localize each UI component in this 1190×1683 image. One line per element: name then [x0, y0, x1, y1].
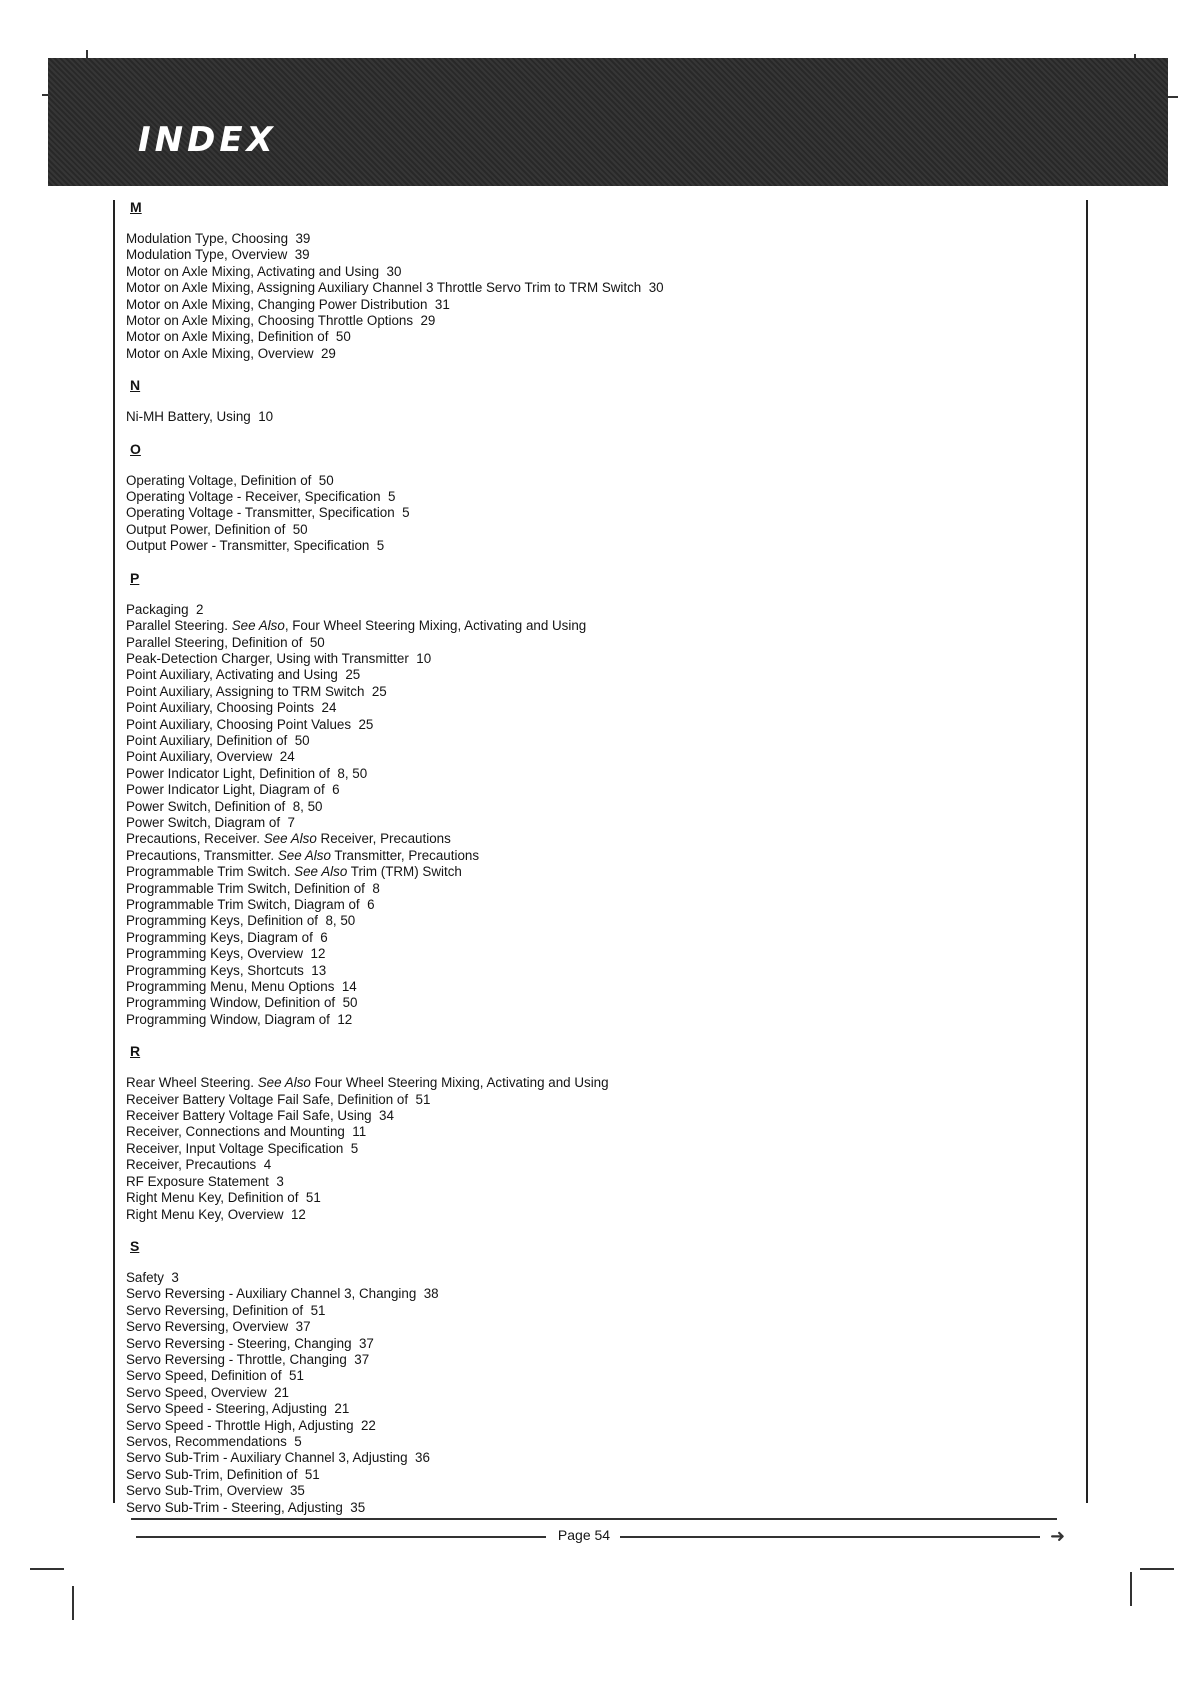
entry-text: Servo Speed - Throttle High, Adjusting 22	[126, 1417, 376, 1433]
index-entry	[126, 231, 1066, 247]
crop-mark	[30, 1568, 64, 1570]
index-section	[126, 1237, 1066, 1516]
index-entry	[126, 602, 1066, 618]
entry-text: Right Menu Key, Overview 12	[126, 1206, 306, 1222]
index-entry	[126, 1141, 1066, 1157]
index-entry	[126, 264, 1066, 280]
page-number: Page 54	[557, 1527, 611, 1543]
index-entry	[126, 766, 1066, 782]
entry-text: Programming Keys, Overview 12	[126, 946, 326, 962]
entry-text: Packaging 2	[126, 601, 204, 617]
entry-text: Output Power - Transmitter, Specification 5	[126, 538, 385, 554]
entry-text: Servo Sub-Trim - Auxiliary Channel 3, Adjusting 36	[126, 1450, 430, 1466]
index-entry	[126, 1286, 1066, 1302]
crop-mark	[1130, 1572, 1132, 1606]
index-section	[126, 569, 1066, 1029]
entry-list	[126, 1075, 1066, 1223]
index-entry	[126, 1075, 1066, 1091]
index-section	[126, 198, 1066, 362]
entry-text: Programming Keys, Diagram of 6	[126, 929, 328, 945]
entry-text: Servo Reversing - Steering, Changing 37	[126, 1335, 374, 1351]
index-entry	[126, 297, 1066, 313]
index-entry	[126, 995, 1066, 1011]
index-entry	[126, 313, 1066, 329]
entry-text: Operating Voltage, Definition of 50	[126, 472, 334, 488]
index-entry	[126, 329, 1066, 345]
entry-text: Safety 3	[126, 1269, 179, 1285]
index-entry	[126, 667, 1066, 683]
index-entry	[126, 1385, 1066, 1401]
index-entry	[126, 489, 1066, 505]
index-entry	[126, 1368, 1066, 1384]
entry-text: Servo Reversing - Throttle, Changing 37	[126, 1351, 370, 1367]
entry-text: Power Indicator Light, Diagram of 6	[126, 782, 340, 798]
entry-text: Servo Sub-Trim - Steering, Adjusting 35	[126, 1499, 366, 1515]
index-entry	[126, 913, 1066, 929]
index-entry	[126, 1450, 1066, 1466]
index-entry	[126, 1483, 1066, 1499]
index-entry	[126, 409, 1066, 425]
arrow-right-icon: ➜	[1050, 1526, 1066, 1546]
entry-list	[126, 1270, 1066, 1516]
index-entry	[126, 733, 1066, 749]
index-entry	[126, 473, 1066, 489]
entry-text: Point Auxiliary, Choosing Points 24	[126, 700, 337, 716]
right-margin-rule	[1086, 200, 1088, 1503]
index-entry	[126, 346, 1066, 362]
index-entry	[126, 848, 1066, 864]
index-entry	[126, 1108, 1066, 1124]
index-entry	[126, 538, 1066, 554]
index-entry	[126, 1207, 1066, 1223]
entry-text: Servo Speed - Steering, Adjusting 21	[126, 1401, 350, 1417]
index-entry	[126, 1303, 1066, 1319]
entry-text: Point Auxiliary, Activating and Using 25	[126, 667, 361, 683]
index-entry	[126, 963, 1066, 979]
entry-text: Receiver, Precautions 4	[126, 1157, 272, 1173]
index-section	[126, 440, 1066, 555]
entry-text: Operating Voltage - Receiver, Specification 5	[126, 489, 396, 505]
section-letter: P	[130, 569, 140, 586]
section-letter: R	[130, 1043, 141, 1060]
entry-list	[126, 473, 1066, 555]
entry-text: Parallel Steering, Definition of 50	[126, 634, 325, 650]
entry-text: Programming Window, Diagram of 12	[126, 1011, 353, 1027]
index-entry	[126, 881, 1066, 897]
entry-text: Ni-MH Battery, Using 10	[126, 409, 274, 425]
index-body	[126, 198, 1066, 1530]
index-entry	[126, 1157, 1066, 1173]
entry-text: Receiver Battery Voltage Fail Safe, Using 34	[126, 1108, 394, 1124]
entry-text: Motor on Axle Mixing, Overview 29	[126, 345, 336, 361]
index-entry	[126, 815, 1066, 831]
index-entry	[126, 1434, 1066, 1450]
index-entry	[126, 1270, 1066, 1286]
entry-text: Programming Window, Definition of 50	[126, 995, 358, 1011]
index-entry	[126, 1190, 1066, 1206]
index-entry	[126, 1319, 1066, 1335]
entry-text: Motor on Axle Mixing, Activating and Using 30	[126, 263, 402, 279]
entry-text: Rear Wheel Steering.	[126, 1075, 258, 1091]
index-entry	[126, 946, 1066, 962]
section-letter: M	[130, 199, 142, 215]
entry-list	[126, 602, 1066, 1029]
index-entry	[126, 1418, 1066, 1434]
index-section	[126, 376, 1066, 425]
index-entry	[126, 522, 1066, 538]
see-also-reference: See Also	[277, 847, 331, 863]
entry-text: Receiver Battery Voltage Fail Safe, Definition of 51	[126, 1091, 431, 1107]
index-entry	[126, 1174, 1066, 1190]
index-entry	[126, 979, 1066, 995]
entry-text: Servo Speed, Overview 21	[126, 1384, 290, 1400]
entry-text: Parallel Steering.	[126, 618, 232, 634]
entry-text: Servo Reversing, Definition of 51	[126, 1302, 326, 1318]
index-entry	[126, 280, 1066, 296]
entry-text: Right Menu Key, Definition of 51	[126, 1190, 321, 1206]
footer-rule-right	[620, 1536, 1040, 1538]
entry-text: Programmable Trim Switch.	[126, 864, 295, 880]
entry-text: Receiver, Connections and Mounting 11	[126, 1124, 367, 1140]
entry-text: RF Exposure Statement 3	[126, 1173, 284, 1189]
entry-text: Precautions, Receiver.	[126, 831, 264, 847]
entry-text: Peak-Detection Charger, Using with Transmitter 10	[126, 650, 432, 666]
index-entry	[126, 1500, 1066, 1516]
footer-rule	[131, 1518, 1057, 1520]
entry-text: Point Auxiliary, Overview 24	[126, 749, 295, 765]
index-entry	[126, 505, 1066, 521]
see-also-reference: See Also	[263, 831, 317, 847]
entry-text: Programming Menu, Menu Options 14	[126, 979, 357, 995]
entry-text: Servo Sub-Trim, Definition of 51	[126, 1466, 320, 1482]
entry-text: Motor on Axle Mixing, Definition of 50	[126, 329, 351, 345]
index-entry	[126, 247, 1066, 263]
entry-text: Point Auxiliary, Choosing Point Values 25	[126, 716, 374, 732]
section-letter: N	[130, 377, 141, 394]
index-entry	[126, 1092, 1066, 1108]
section-letter: O	[130, 440, 141, 457]
index-entry	[126, 782, 1066, 798]
index-entry	[126, 684, 1066, 700]
index-entry	[126, 1336, 1066, 1352]
entry-text: Programming Keys, Definition of 8, 50	[126, 913, 356, 929]
footer-rule-left	[136, 1536, 546, 1538]
index-entry	[126, 1401, 1066, 1417]
entry-list	[126, 231, 1066, 362]
index-entry	[126, 799, 1066, 815]
entry-text: Operating Voltage - Transmitter, Specification 5	[126, 505, 410, 521]
entry-text: Motor on Axle Mixing, Choosing Throttle Options 29	[126, 313, 436, 329]
index-entry	[126, 651, 1066, 667]
entry-reference-target: , Four Wheel Steering Mixing, Activating and Using	[284, 618, 587, 634]
entry-text: Precautions, Transmitter.	[126, 847, 278, 863]
entry-text: Programmable Trim Switch, Diagram of 6	[126, 897, 375, 912]
entry-text: Power Switch, Diagram of 7	[126, 814, 295, 830]
entry-text: Modulation Type, Choosing 39	[126, 231, 311, 246]
entry-text: Servo Reversing, Overview 37	[126, 1319, 311, 1335]
see-also-reference: See Also	[294, 864, 348, 880]
entry-text: Servo Speed, Definition of 51	[126, 1368, 304, 1384]
index-entry	[126, 930, 1066, 946]
entry-text: Servos, Recommendations 5	[126, 1433, 302, 1449]
page-title: INDEX	[138, 120, 277, 160]
index-entry	[126, 618, 1066, 634]
entry-reference-target: Trim (TRM) Switch	[347, 864, 462, 880]
crop-mark	[1140, 1568, 1174, 1570]
entry-reference-target: Receiver, Precautions	[316, 831, 451, 847]
entry-text: Power Indicator Light, Definition of 8, 50	[126, 765, 368, 781]
entry-list	[126, 409, 1066, 425]
entry-text: Servo Sub-Trim, Overview 35	[126, 1483, 305, 1499]
section-letter: S	[130, 1237, 140, 1254]
left-margin-rule	[113, 200, 115, 1503]
entry-reference-target: Four Wheel Steering Mixing, Activating and Using	[310, 1075, 609, 1091]
entry-reference-target: Transmitter, Precautions	[330, 847, 480, 863]
index-entry	[126, 897, 1066, 913]
index-entry	[126, 635, 1066, 651]
entry-text: Modulation Type, Overview 39	[126, 247, 310, 263]
index-entry	[126, 831, 1066, 847]
index-entry	[126, 1467, 1066, 1483]
index-section	[126, 1042, 1066, 1223]
entry-text: Programming Keys, Shortcuts 13	[126, 962, 327, 978]
see-also-reference: See Also	[257, 1075, 311, 1091]
index-entry	[126, 749, 1066, 765]
crop-mark	[72, 1586, 74, 1620]
header-band	[48, 58, 1168, 186]
entry-text: Receiver, Input Voltage Specification 5	[126, 1140, 359, 1156]
see-also-reference: See Also	[231, 618, 285, 634]
entry-text: Point Auxiliary, Assigning to TRM Switch 25	[126, 683, 387, 699]
index-entry	[126, 1352, 1066, 1368]
entry-text: Programmable Trim Switch, Definition of 8	[126, 880, 380, 896]
entry-text: Servo Reversing - Auxiliary Channel 3, Changing 38	[126, 1286, 439, 1302]
index-entry	[126, 700, 1066, 716]
index-entry	[126, 1012, 1066, 1028]
index-entry	[126, 1124, 1066, 1140]
entry-text: Motor on Axle Mixing, Assigning Auxiliary Channel 3 Throttle Servo Trim to TRM Switch 30	[126, 280, 664, 296]
index-entry	[126, 717, 1066, 733]
entry-text: Output Power, Definition of 50	[126, 521, 308, 537]
entry-text: Power Switch, Definition of 8, 50	[126, 798, 323, 814]
index-entry	[126, 864, 1066, 880]
entry-text: Point Auxiliary, Definition of 50	[126, 732, 310, 748]
entry-text: Motor on Axle Mixing, Changing Power Distribution 31	[126, 296, 450, 312]
